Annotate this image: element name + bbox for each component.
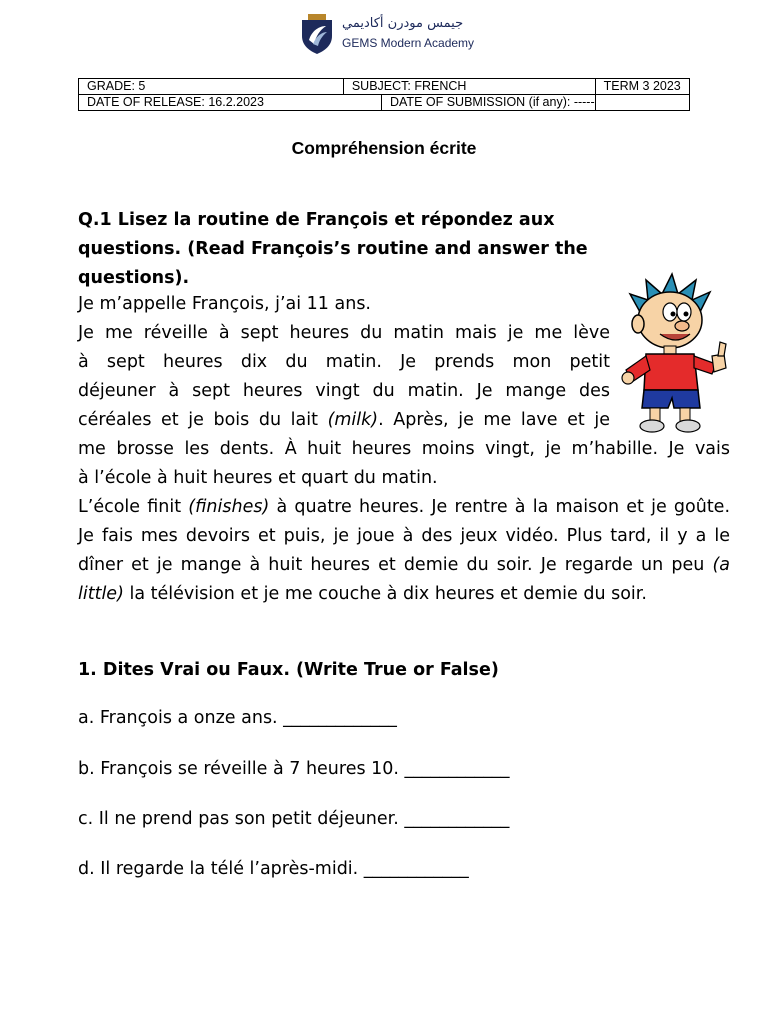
passage-text: L’école finit xyxy=(78,497,189,517)
school-name: GEMS Modern Academy xyxy=(342,36,475,50)
question-line-2: questions. (Read François’s routine and answer the xyxy=(78,239,588,259)
passage-line: déjeuner à sept heures vingt du matin. Je mange des xyxy=(78,381,610,401)
answer-item-b[interactable]: b. François se réveille à 7 heures 10. ____________ xyxy=(78,759,510,779)
question-line-3: questions). xyxy=(78,268,190,288)
passage-text: . Après, je me lave et je xyxy=(378,410,610,430)
release-date: DATE OF RELEASE: 16.2.2023 xyxy=(79,95,382,110)
passage-intro: Je m’appelle François, j’ai 11 ans. xyxy=(78,294,371,314)
info-table xyxy=(78,78,690,111)
shield-logo-icon xyxy=(300,14,334,54)
answer-item-a[interactable]: a. François a onze ans. _____________ xyxy=(78,708,397,728)
subquestion-heading: 1. Dites Vrai ou Faux. (Write True or False) xyxy=(78,660,499,680)
question-line-1: Q.1 Lisez la routine de François et répondez aux xyxy=(78,210,555,230)
answer-item-d[interactable]: d. Il regarde la télé l’après-midi. ____________ xyxy=(78,859,469,879)
school-name-arabic: جيمس مودرن أكاديمي xyxy=(342,16,464,31)
term-cell: TERM 3 2023 xyxy=(595,79,689,95)
grade-cell: GRADE: 5 xyxy=(79,79,344,95)
page-title: Compréhension écrite xyxy=(291,138,477,158)
question-heading xyxy=(78,206,618,293)
release-cell xyxy=(79,95,596,111)
school-logo xyxy=(300,14,480,56)
reading-passage xyxy=(78,290,730,609)
answer-item-c[interactable]: c. Il ne prend pas son petit déjeuner. ____________ xyxy=(78,809,510,829)
passage-line: Je me réveille à sept heures du matin mais je me lève xyxy=(78,323,610,343)
passage-paragraph xyxy=(78,493,730,609)
subject-cell: SUBJECT: FRENCH xyxy=(343,79,595,95)
submission-date: DATE OF SUBMISSION (if any): ----- xyxy=(390,95,595,109)
passage-gloss: (a little) xyxy=(78,555,730,604)
passage-line: me brosse les dents. À huit heures moins vingt, je m’habille. Je vais xyxy=(78,439,730,459)
passage-line: à sept heures dix du matin. Je prends mon petit xyxy=(78,352,610,372)
empty-cell xyxy=(595,95,689,111)
passage-gloss: (milk) xyxy=(327,410,379,430)
passage-text: à quatre heures. Je rentre à la maison et je goûte. Je fais mes devoirs et puis, je joue à des jeux vidéo. Plus tard, il y a le dîner et je mange à huit heures et demie du soir. Je regarde un peu xyxy=(78,497,731,575)
passage-text: céréales et je bois du lait xyxy=(78,410,328,430)
passage-line xyxy=(78,406,610,435)
passage-text: la télévision et je me couche à dix heures et demie du soir. xyxy=(123,584,647,604)
passage-line: à l’école à huit heures et quart du matin. xyxy=(78,468,438,488)
passage-gloss: (finishes) xyxy=(188,497,270,517)
